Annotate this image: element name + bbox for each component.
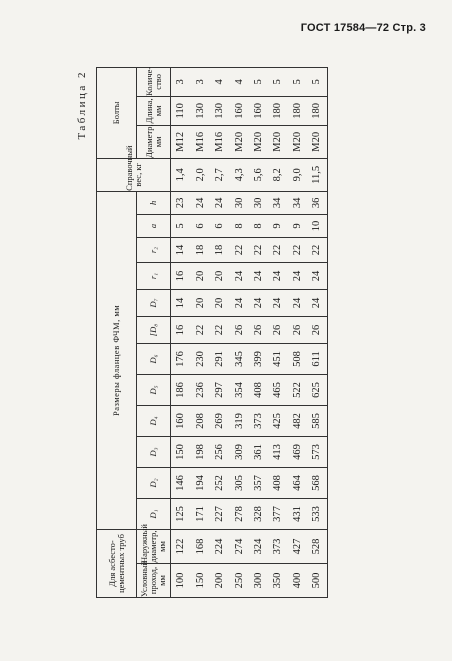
table-cell: 319	[230, 405, 249, 436]
table-cell: 224	[210, 529, 229, 563]
table-cell: 160	[171, 405, 191, 436]
table-cell: 5	[249, 67, 268, 96]
table-cell: 36	[307, 191, 327, 214]
table-cell: 22	[191, 316, 210, 343]
table-cell: 427	[288, 529, 307, 563]
table-cell: 373	[249, 405, 268, 436]
table-cell: 533	[307, 498, 327, 529]
header-bolt-diameter: Диаметр, мм	[137, 125, 171, 158]
table-cell: 24	[191, 191, 210, 214]
table-cell: 297	[210, 374, 229, 405]
table-cell: 24	[210, 191, 229, 214]
table-cell: 24	[307, 289, 327, 316]
table-cell: 9,0	[288, 158, 307, 191]
table-cell: 125	[171, 498, 191, 529]
table-row	[191, 67, 210, 597]
table-cell: 34	[288, 191, 307, 214]
table-cell: 522	[288, 374, 307, 405]
table-cell: 10	[307, 214, 327, 237]
table-cell: 431	[288, 498, 307, 529]
table-cell: М12	[171, 125, 191, 158]
table-cell: 354	[230, 374, 249, 405]
flange-dimensions-table	[96, 67, 328, 598]
table-cell: 5	[307, 67, 327, 96]
table-cell: 8	[249, 214, 268, 237]
table-row	[249, 67, 268, 597]
table-cell: М16	[210, 125, 229, 158]
table-cell: 373	[268, 529, 287, 563]
table-cell: 24	[288, 262, 307, 289]
table-cell: 278	[230, 498, 249, 529]
table-cell: 1,4	[171, 158, 191, 191]
table-cell: 309	[230, 436, 249, 467]
table-cell: 11,5	[307, 158, 327, 191]
header-dim: D₇	[137, 289, 171, 316]
table-cell: 236	[191, 374, 210, 405]
table-cell: 227	[210, 498, 229, 529]
table-cell: 24	[249, 289, 268, 316]
table-cell: 328	[249, 498, 268, 529]
table-cell: 200	[210, 564, 229, 598]
table-row	[171, 67, 191, 597]
table-cell: 22	[307, 237, 327, 262]
header-dim: r₂	[137, 237, 171, 262]
table-cell: М20	[307, 125, 327, 158]
table-cell: 24	[249, 262, 268, 289]
table-cell: 324	[249, 529, 268, 563]
table-cell: 16	[171, 316, 191, 343]
rotated-table-area	[76, 66, 328, 598]
table-cell: 425	[268, 405, 287, 436]
table-cell: 250	[230, 564, 249, 598]
header-bolt-length: Длина, мм	[137, 96, 171, 125]
table-cell: 26	[307, 316, 327, 343]
table-cell: 24	[268, 262, 287, 289]
header-dim: a	[137, 214, 171, 237]
table-cell: 14	[171, 289, 191, 316]
table-cell: 22	[288, 237, 307, 262]
table-cell: 30	[230, 191, 249, 214]
page-header: ГОСТ 17584—72 Стр. 3	[300, 22, 426, 34]
table-cell: 274	[230, 529, 249, 563]
table-cell: 5	[171, 214, 191, 237]
table-cell: 34	[268, 191, 287, 214]
table-cell: 208	[191, 405, 210, 436]
table-cell: 5	[268, 67, 287, 96]
table-cell: 8,2	[268, 158, 287, 191]
table-cell: М20	[249, 125, 268, 158]
table-cell: 2,7	[210, 158, 229, 191]
table-cell: 4	[230, 67, 249, 96]
table-row	[288, 67, 307, 597]
table-cell: 408	[268, 467, 287, 498]
table-cell: 252	[210, 467, 229, 498]
table-cell: 22	[210, 316, 229, 343]
table-cell: 168	[191, 529, 210, 563]
table-cell: 26	[230, 316, 249, 343]
table-cell: 180	[268, 96, 287, 125]
table-cell: 100	[171, 564, 191, 598]
table-cell: 18	[191, 237, 210, 262]
table-cell: 150	[191, 564, 210, 598]
table-cell: 110	[171, 96, 191, 125]
table-cell: 8	[230, 214, 249, 237]
table-cell: 5,6	[249, 158, 268, 191]
table-cell: 24	[268, 289, 287, 316]
table-cell: 198	[191, 436, 210, 467]
table-cell: 350	[268, 564, 287, 598]
table-cell: 464	[288, 467, 307, 498]
table-cell: 160	[230, 96, 249, 125]
table-cell: 23	[171, 191, 191, 214]
table-cell: М16	[191, 125, 210, 158]
table-cell: 26	[268, 316, 287, 343]
header-bolt-count: Количе-ство	[137, 67, 171, 96]
table-cell: 24	[307, 262, 327, 289]
table-cell: 377	[268, 498, 287, 529]
header-dim: D₅	[137, 374, 171, 405]
table-cell: 451	[268, 343, 287, 374]
table-cell: 305	[230, 467, 249, 498]
table-cell: 413	[268, 436, 287, 467]
table-cell: 22	[249, 237, 268, 262]
table-cell: 24	[230, 289, 249, 316]
table-cell: 122	[171, 529, 191, 563]
table-cell: 408	[249, 374, 268, 405]
table-cell: 194	[191, 467, 210, 498]
table-cell: М20	[288, 125, 307, 158]
table-cell: 2,0	[191, 158, 210, 191]
header-weight: Справочный вес, кг	[97, 158, 171, 191]
table-cell: 300	[249, 564, 268, 598]
table-cell: 345	[230, 343, 249, 374]
table-cell: 186	[171, 374, 191, 405]
table-cell: 5	[288, 67, 307, 96]
table-cell: 400	[288, 564, 307, 598]
table-cell: 26	[249, 316, 268, 343]
table-cell: 500	[307, 564, 327, 598]
table-cell: М20	[230, 125, 249, 158]
table-cell: 399	[249, 343, 268, 374]
header-dim: [D₈	[137, 316, 171, 343]
table-cell: 3	[171, 67, 191, 96]
rotated-table-wrapper	[76, 66, 328, 598]
header-dim: h	[137, 191, 171, 214]
table-cell: 3	[191, 67, 210, 96]
table-cell: 130	[191, 96, 210, 125]
table-row	[230, 67, 249, 597]
table-cell: 14	[171, 237, 191, 262]
table-cell: 20	[210, 289, 229, 316]
header-pipes-group: Для асбесто-цементных труб	[97, 529, 137, 597]
header-dim: D₁	[137, 498, 171, 529]
table-cell: 256	[210, 436, 229, 467]
header-dim: r₁	[137, 262, 171, 289]
table-cell: 130	[210, 96, 229, 125]
table-cell: М20	[268, 125, 287, 158]
table-cell: 176	[171, 343, 191, 374]
table-cell: 9	[288, 214, 307, 237]
table-cell: 150	[171, 436, 191, 467]
table-cell: 611	[307, 343, 327, 374]
table-cell: 573	[307, 436, 327, 467]
table-cell: 465	[268, 374, 287, 405]
table-cell: 180	[307, 96, 327, 125]
table-cell: 20	[191, 262, 210, 289]
table-cell: 146	[171, 467, 191, 498]
table-cell: 26	[288, 316, 307, 343]
table-cell: 22	[230, 237, 249, 262]
table-cell: 24	[230, 262, 249, 289]
table-cell: 269	[210, 405, 229, 436]
header-dim: D₃	[137, 436, 171, 467]
header-dim: D₄	[137, 405, 171, 436]
table-cell: 30	[249, 191, 268, 214]
table-row	[268, 67, 287, 597]
table-cell: 469	[288, 436, 307, 467]
table-row	[210, 67, 229, 597]
table-cell: 361	[249, 436, 268, 467]
table-cell: 528	[307, 529, 327, 563]
table-cell: 20	[191, 289, 210, 316]
table-body	[171, 67, 328, 597]
table-cell: 568	[307, 467, 327, 498]
header-dim: D₂	[137, 467, 171, 498]
table-cell: 230	[191, 343, 210, 374]
table-cell: 171	[191, 498, 210, 529]
table-cell: 357	[249, 467, 268, 498]
table-cell: 4	[210, 67, 229, 96]
table-cell: 160	[249, 96, 268, 125]
table-cell: 22	[268, 237, 287, 262]
table-cell: 18	[210, 237, 229, 262]
table-cell: 24	[288, 289, 307, 316]
header-flange-dims: Размеры фланцев ФЧМ, мм	[97, 191, 137, 529]
header-nominal-passage: Условный проход, мм	[137, 564, 171, 598]
table-cell: 20	[210, 262, 229, 289]
table-cell: 9	[268, 214, 287, 237]
table-cell: 16	[171, 262, 191, 289]
header-dim: D₆	[137, 343, 171, 374]
header-bolts-group: Болты	[97, 67, 137, 158]
table-cell: 585	[307, 405, 327, 436]
table-title: Таблица 2	[76, 70, 88, 140]
table-cell: 6	[210, 214, 229, 237]
table-cell: 4,3	[230, 158, 249, 191]
table-cell: 508	[288, 343, 307, 374]
table-row	[307, 67, 327, 597]
table-cell: 291	[210, 343, 229, 374]
table-cell: 6	[191, 214, 210, 237]
table-cell: 482	[288, 405, 307, 436]
table-cell: 625	[307, 374, 327, 405]
header-outer-diameter: Наружный диаметр, мм	[137, 529, 171, 563]
table-cell: 180	[288, 96, 307, 125]
